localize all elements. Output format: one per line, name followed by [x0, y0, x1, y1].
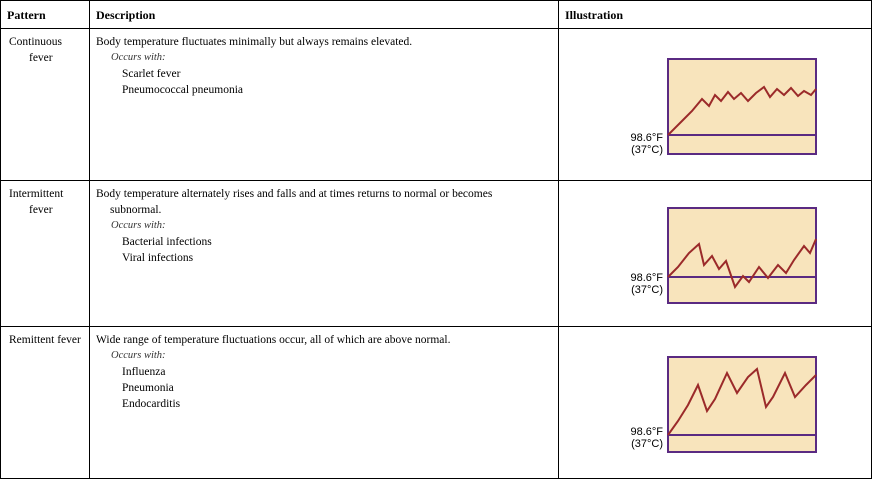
description-cell	[90, 29, 559, 181]
cause-item: Pneumococcal pneumonia	[122, 84, 244, 96]
graph-box	[668, 357, 816, 452]
header-illustration: Illustration	[559, 1, 872, 29]
description-text: Body temperature fluctuates minimally but always remains elevated.	[96, 36, 413, 48]
table-row	[1, 181, 872, 327]
description-text-continued: subnormal.	[110, 204, 162, 216]
occurs-with-label: Occurs with:	[111, 350, 166, 361]
cause-item: Scarlet fever	[122, 68, 181, 80]
baseline-label-c: (37°C)	[631, 144, 663, 156]
table-row	[1, 29, 872, 181]
baseline-label-f: 98.6°F	[630, 426, 663, 438]
description-cell	[90, 181, 559, 327]
header-pattern: Pattern	[1, 1, 90, 29]
pattern-name-line2: fever	[29, 204, 53, 216]
baseline-label-f: 98.6°F	[630, 132, 663, 144]
graph-box	[668, 59, 816, 154]
fever-graph	[559, 327, 871, 479]
pattern-name: Continuous	[9, 36, 63, 48]
header-description: Description	[90, 1, 559, 29]
description-text: Body temperature alternately rises and falls and at times returns to normal or becomes	[96, 188, 493, 200]
table-row	[1, 327, 872, 479]
pattern-cell	[1, 29, 90, 181]
pattern-cell	[1, 327, 90, 479]
occurs-with-label: Occurs with:	[111, 52, 166, 63]
occurs-with-label: Occurs with:	[111, 220, 166, 231]
baseline-label-c: (37°C)	[631, 284, 663, 296]
pattern-name: Intermittent	[9, 188, 64, 200]
illustration-cell	[559, 327, 872, 479]
cause-item: Bacterial infections	[122, 236, 212, 248]
pattern-name: Remittent fever	[9, 334, 81, 346]
description-cell	[90, 327, 559, 479]
fever-graph	[559, 29, 871, 181]
fever-graph	[559, 181, 871, 327]
illustration-cell	[559, 29, 872, 181]
illustration-cell	[559, 181, 872, 327]
graph-box	[668, 208, 816, 303]
cause-item: Viral infections	[122, 252, 194, 264]
cause-item: Influenza	[122, 366, 166, 378]
description-text: Wide range of temperature fluctuations occur, all of which are above normal.	[96, 334, 451, 346]
cause-item: Endocarditis	[122, 398, 181, 410]
header-row	[1, 1, 872, 29]
cause-item: Pneumonia	[122, 382, 174, 394]
baseline-label-f: 98.6°F	[630, 272, 663, 284]
pattern-name-line2: fever	[29, 52, 53, 64]
pattern-cell	[1, 181, 90, 327]
baseline-label-c: (37°C)	[631, 438, 663, 450]
